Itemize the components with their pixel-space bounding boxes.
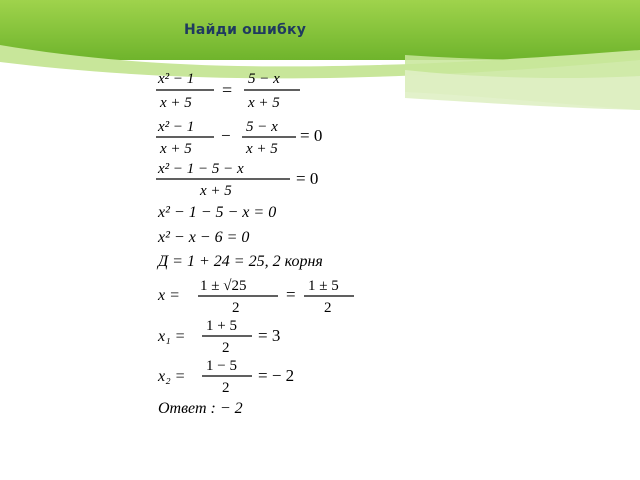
step-9-tail: = − 2: [258, 366, 295, 385]
step-1-left-numerator: x² − 1: [158, 71, 195, 87]
step-9: [157, 358, 294, 396]
step-7-denominator-1: 2: [232, 300, 240, 316]
step-1-left-denominator: x + 5: [160, 95, 192, 111]
step-7-equals: =: [286, 285, 296, 304]
step-2-right-denominator: x + 5: [246, 141, 278, 157]
step-2: [156, 119, 322, 157]
step-8: [157, 318, 280, 356]
step-9-lhs: x₂ =: [158, 368, 186, 385]
step-7: [157, 278, 354, 316]
step-3-numerator: x² − 1 − 5 − x: [158, 161, 244, 177]
step-5-equation: x² − x − 6 = 0: [158, 229, 250, 246]
step-9-denominator: 2: [222, 380, 230, 396]
step-7-numerator-2: 1 ± 5: [308, 278, 339, 294]
step-3-tail: = 0: [296, 169, 319, 188]
answer-line: Ответ : − 2: [158, 400, 243, 417]
step-2-left-denominator: x + 5: [160, 141, 192, 157]
step-2-operator: −: [221, 126, 231, 145]
step-4-equation: x² − 1 − 5 − x = 0: [158, 204, 277, 221]
step-9-numerator: 1 − 5: [206, 358, 237, 374]
step-2-right-numerator: 5 − x: [246, 119, 278, 135]
step-1-right-denominator: x + 5: [248, 95, 280, 111]
step-2-tail: = 0: [300, 126, 323, 145]
step-1-operator: =: [222, 80, 233, 100]
step-7-numerator-1: 1 ± √25: [200, 278, 247, 294]
step-7-lhs: x =: [158, 287, 180, 304]
step-8-tail: = 3: [258, 326, 281, 345]
step-6-discriminant: Д = 1 + 24 = 25, 2 корня: [158, 253, 323, 270]
step-8-numerator: 1 + 5: [206, 318, 237, 334]
step-7-denominator-2: 2: [324, 300, 332, 316]
step-1-right-numerator: 5 − x: [248, 71, 280, 87]
page-title: Найди ошибку: [184, 22, 307, 38]
step-2-left-numerator: x² − 1: [158, 119, 195, 135]
step-1: [156, 71, 300, 111]
step-8-lhs: x₁ =: [158, 328, 186, 345]
step-3-denominator: x + 5: [200, 183, 232, 199]
step-8-denominator: 2: [222, 340, 230, 356]
step-3: [156, 161, 318, 199]
